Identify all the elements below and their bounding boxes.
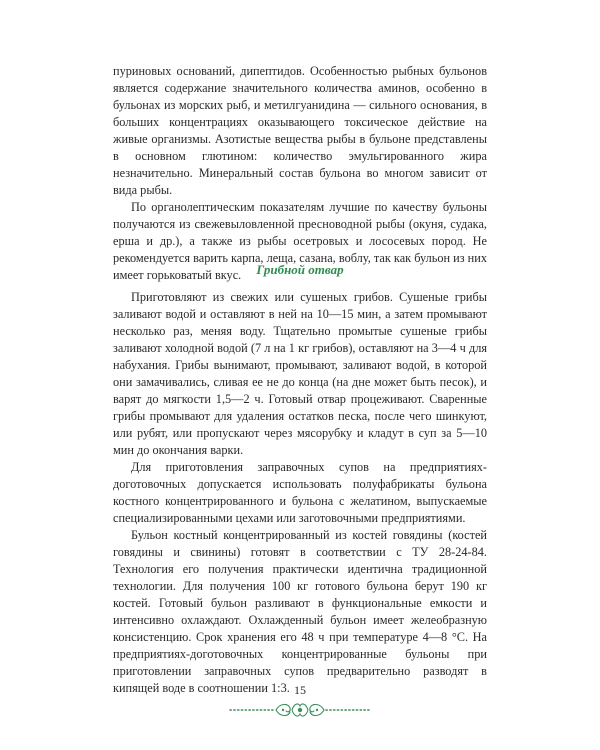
section-title: Грибной отвар [256, 262, 344, 277]
page-number: 15 [294, 683, 306, 697]
paragraph: Приготовляют из свежих или сушеных грибов. Сушеные грибы заливают водой и оставляют в ней на 10—15 мин, а затем промывают несколько раз, меняя воду. Тщательно промытые сушеные грибы заливают холодной водой (7 л на 1 кг грибов), оставляют на 3—4 ч для набухания. Грибы вынимают, промывают, заливают водой, в которой они замачивались, сливая ее не до конца (на дне может быть песок), и варят до мягкости 1,5—2 ч. Готовый отвар процеживают. Сваренные грибы промывают для удаления остатков песка, после чего шинкуют, или рубят, или пропускают через мясорубку и кладут в суп за 5—10 мин до окончания варки. [113, 290, 487, 457]
floral-ornament-icon [228, 697, 372, 723]
page-footer [0, 683, 600, 723]
paragraph: пуриновых оснований, дипептидов. Особенностью рыбных бульонов является содержание значительного количества аминов, особенно в бульонах из морских рыб, и метилгуанидина — сильного основания, в больших концентрациях оказывающего токсическое действие на живые организмы. Азотистые вещества рыбы в бульоне представлены в основном глютином: количество эмульгированного жира незначительно. Минеральный состав бульона во многом зависит от вида рыбы. [113, 64, 487, 197]
paragraph: Для приготовления заправочных супов на предприятиях-доготовочных допускается использовать полуфабрикаты бульона костного концентрированного и бульона с желатином, выпускаемые специализированными цехами или заготовочными предприятиями. [113, 460, 487, 525]
paragraph: Бульон костный концентрированный из костей говядины (костей говядины и свинины) готовят в соответствии с ТУ 28-24-84. Технология его получения практически идентична традиционной технологии. Для получения 100 кг готового бульона берут 190 кг костей. Готовый бульон разливают в функциональные емкости и интенсивно охлаждают. Охлажденный бульон имеет желеобразную консистенцию. Срок хранения его 48 ч при температуре 4—8 °С. На предприятиях-доготовочных концентрированные бульоны при приготовлении заправочных супов предварительно разводят в кипящей воде в соотношении 1:3. [113, 528, 487, 695]
text-block-bottom [113, 289, 487, 697]
text-block-top [113, 63, 487, 284]
paragraph: По органолептическим показателям лучшие по качеству бульоны получаются из свежевыловленной пресноводной рыбы (окуня, судака, ерша и др.), а также из рыбы осетровых и лососевых пород. Не рекомендуется варить карпа, леща, сазана, воблу, так как бульон из них имеет горьковатый вкус. [113, 200, 487, 282]
